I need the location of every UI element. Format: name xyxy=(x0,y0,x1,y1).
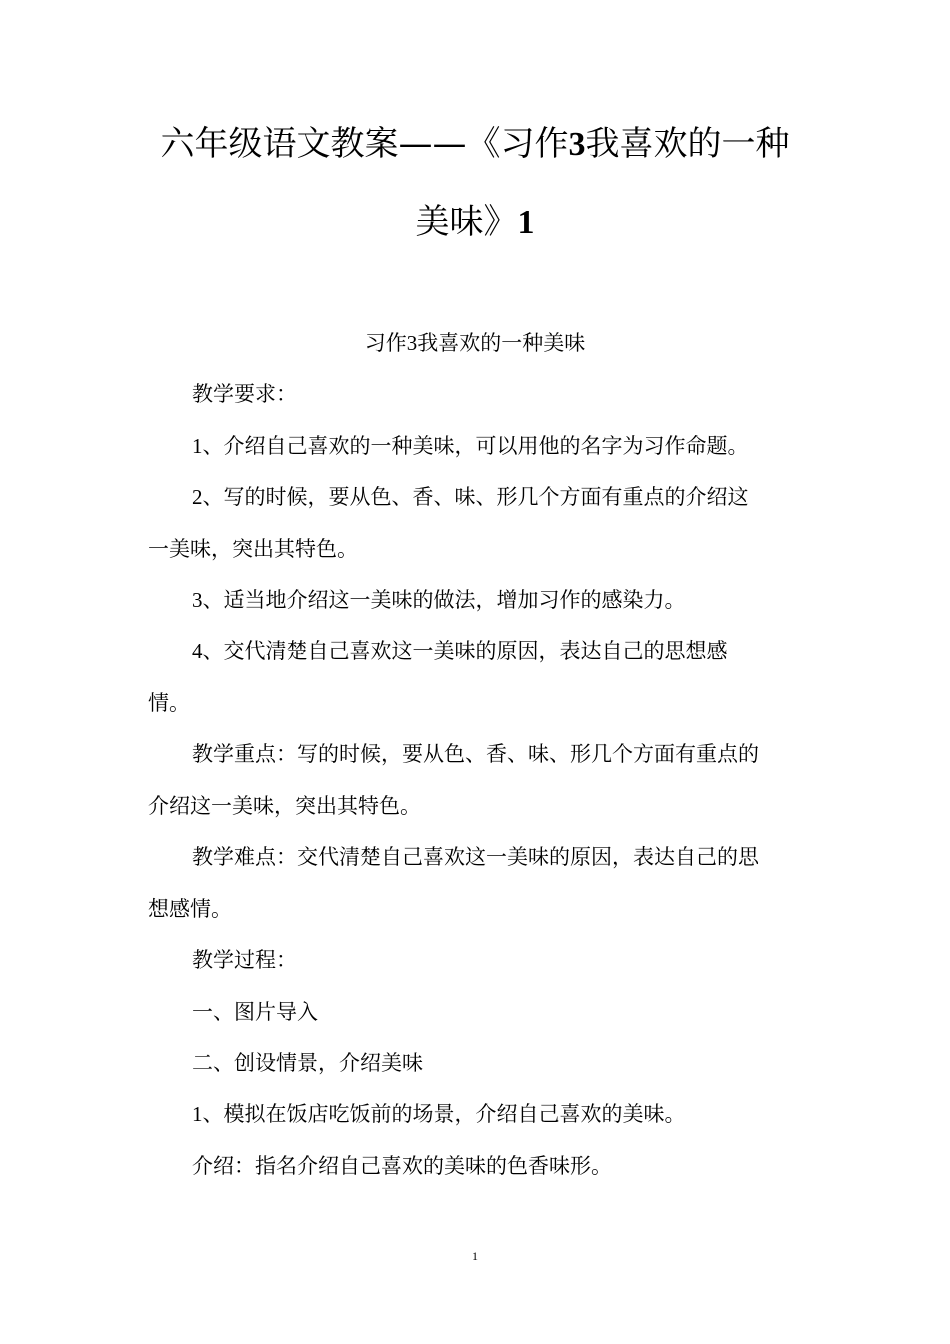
paragraph-line xyxy=(192,1153,612,1179)
line-text: 教学过程： xyxy=(192,948,297,972)
paragraph-line xyxy=(192,433,749,459)
line-text: 、介绍自己喜欢的一种美味，可以用他的名字为习作命题。 xyxy=(202,434,749,458)
line-number: 1 xyxy=(192,1102,203,1126)
document-subtitle xyxy=(140,330,810,356)
paragraph-line xyxy=(192,947,297,973)
line-text: 介绍这一美味，突出其特色。 xyxy=(148,794,421,818)
subtitle-text: 我喜欢的一种美味 xyxy=(417,331,586,355)
line-text: 情。 xyxy=(148,691,190,715)
line-text: 二、创设情景，介绍美味 xyxy=(192,1051,423,1075)
document-title-line-1 xyxy=(140,124,810,165)
line-number: 1 xyxy=(192,434,203,458)
title-number: 1 xyxy=(517,204,535,241)
paragraph-line xyxy=(148,793,421,819)
paragraph-line xyxy=(192,741,759,767)
line-text: 教学难点：交代清楚自己喜欢这一美味的原因，表达自己的思 xyxy=(192,845,759,869)
paragraph-line xyxy=(192,587,686,613)
line-text: 、模拟在饭店吃饭前的场景，介绍自己喜欢的美味。 xyxy=(202,1102,686,1126)
title-number: 3 xyxy=(568,126,586,163)
page-number: 1 xyxy=(472,1249,478,1263)
paragraph-line xyxy=(148,690,190,716)
title-text: 我喜欢的一种 xyxy=(585,124,790,164)
paragraph-line xyxy=(148,896,232,922)
document-title-line-2 xyxy=(140,202,810,243)
line-text: 介绍：指名介绍自己喜欢的美味的色香味形。 xyxy=(192,1154,612,1178)
line-number: 2 xyxy=(192,485,203,509)
line-number: 4 xyxy=(192,639,203,663)
title-text: 六年级语文教案——《习作 xyxy=(160,124,569,164)
paragraph-line xyxy=(192,999,318,1025)
line-text: 教学要求： xyxy=(192,382,297,406)
line-text: 、写的时候，要从色、香、味、形几个方面有重点的介绍这 xyxy=(202,485,749,509)
subtitle-text: 习作 xyxy=(364,331,407,355)
line-text: 一美味，突出其特色。 xyxy=(148,537,358,561)
line-text: 一、图片导入 xyxy=(192,1000,318,1024)
paragraph-line xyxy=(192,844,759,870)
line-number: 3 xyxy=(192,588,203,612)
paragraph-line xyxy=(192,484,749,510)
paragraph-line xyxy=(192,1050,423,1076)
subtitle-number: 3 xyxy=(406,331,418,355)
paragraph-line xyxy=(148,536,358,562)
paragraph-line xyxy=(192,638,728,664)
line-text: 、交代清楚自己喜欢这一美味的原因，表达自己的思想感 xyxy=(202,639,728,663)
paragraph-line xyxy=(192,381,297,407)
title-text: 美味》 xyxy=(415,202,518,242)
line-text: 教学重点：写的时候，要从色、香、味、形几个方面有重点的 xyxy=(192,742,759,766)
line-text: 、适当地介绍这一美味的做法，增加习作的感染力。 xyxy=(202,588,686,612)
line-text: 想感情。 xyxy=(148,897,232,921)
paragraph-line xyxy=(192,1101,686,1127)
